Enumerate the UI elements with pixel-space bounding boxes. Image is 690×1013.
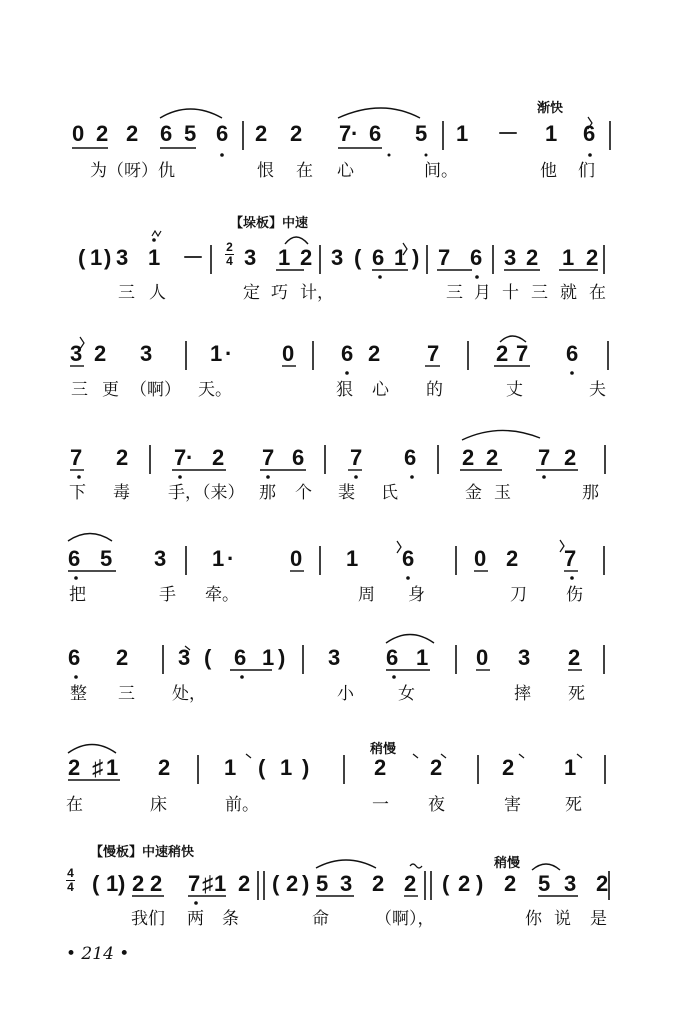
grace-and-breath-marks	[80, 117, 592, 868]
tempo-marking-duo-ban: 【垛板】中速	[230, 216, 309, 231]
lyrics-row-4: 下 毒 手，（来） 那 个 裴 氏 金 玉 那	[69, 483, 599, 503]
tempo-marking-man-ban: 【慢板】中速稍快	[90, 845, 195, 860]
page-number: • 214 •	[66, 944, 130, 964]
lyrics-row-2: 三 人 定 巧 计， 三 月 十 三 就 在	[118, 283, 606, 303]
lyrics-row-8: 我们 两 条 命 （啊）， 你 说 是	[131, 909, 607, 929]
bar-lines	[150, 121, 610, 900]
tempo-marking-shao-man: 稍慢	[370, 742, 397, 757]
lyrics-row-6: 整 三 处， 小 女 摔 死	[70, 684, 585, 704]
time-signature-2-4: 2 4	[226, 240, 233, 268]
tempo-marking-jian-kuai: 渐快	[537, 101, 564, 116]
lyrics-row-3: 三 更 （啊） 天。 狠 心 的 丈 夫	[71, 380, 606, 400]
time-signature-4-4: 4 4	[67, 866, 74, 894]
slurs	[68, 108, 560, 870]
tempo-marking-shao-man-2: 稍慢	[494, 856, 521, 871]
octave-dots	[74, 153, 592, 905]
lyrics-row-7: 在 床 前。 一 夜 害 死	[66, 795, 582, 815]
lyrics-row-5: 把 手 牵。 周 身 刀 伤	[69, 585, 583, 605]
lyrics-row-1: 为（呀）仇 恨 在 心 间。 他 们	[90, 161, 595, 181]
duration-underlines	[68, 148, 598, 896]
